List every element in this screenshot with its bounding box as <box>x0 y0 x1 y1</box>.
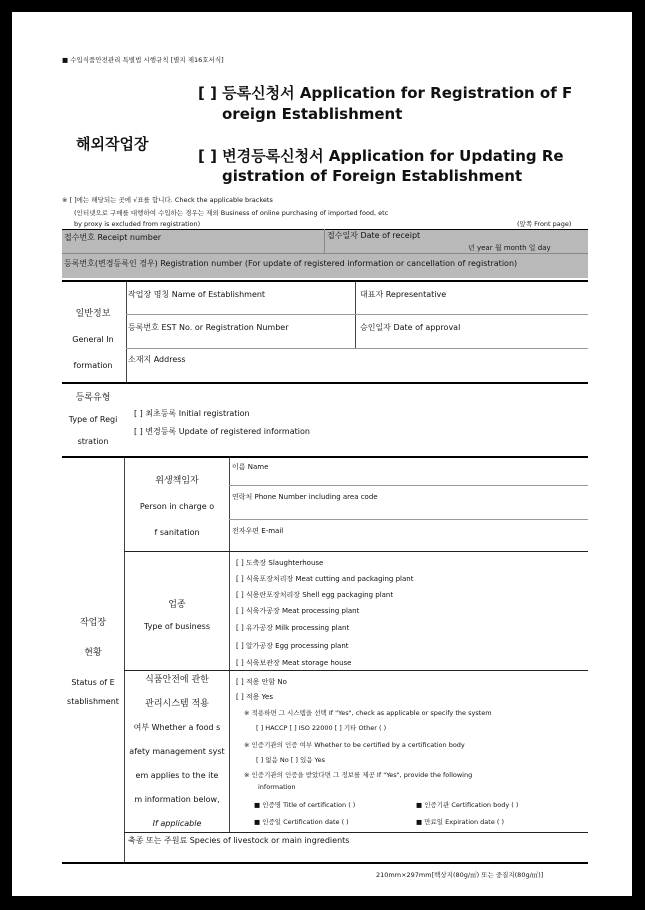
representative-field[interactable]: 대표자 Representative <box>360 290 447 299</box>
sanitation-name-field[interactable]: 이름 Name <box>232 463 269 471</box>
cert-date-field[interactable]: ■ 인증일 Certification date ( ) <box>254 818 349 826</box>
cert-answer-checkboxes[interactable]: [ ] 없음 No [ ] 있음 Yes <box>256 756 326 764</box>
cert-info-note-cont: information <box>258 783 296 791</box>
sanitation-email-field[interactable]: 전자우편 E-mail <box>232 527 284 535</box>
system-checkboxes[interactable]: [ ] HACCP [ ] ISO 22000 [ ] 기타 Other ( ) <box>256 724 387 732</box>
status-section-label: 작업장 현황 Status of E stablishment <box>67 618 119 706</box>
approval-date-field[interactable]: 승인일자 Date of approval <box>360 323 461 332</box>
front-page-label: (앞쪽 Front page) <box>517 220 572 228</box>
cert-info-note: ※ 인증기관의 인증을 받았다면 그 정보를 제공 If "Yes", provide the following <box>244 771 473 779</box>
cert-question: ※ 인증기관의 인증 여부 Whether to be certified by a certification body <box>244 741 465 749</box>
est-number-field[interactable]: 등록번호 EST No. or Registration Number <box>128 323 289 332</box>
business-meat-processing-checkbox[interactable]: [ ] 식육가공장 Meat processing plant <box>236 607 360 615</box>
business-meat-storage-checkbox[interactable]: [ ] 식육보관장 Meat storage house <box>236 659 352 667</box>
business-slaughterhouse-checkbox[interactable]: [ ] 도축장 Slaughterhouse <box>236 559 324 567</box>
receipt-date-label: 접수일자 Date of receipt <box>327 231 421 240</box>
application-form <box>12 12 632 896</box>
title-update-line1: [ ] 변경등록신청서 Application for Updating Re <box>198 147 564 165</box>
title-registration-line1: [ ] 등록신청서 Application for Registration of F <box>198 84 573 102</box>
business-egg-processing-checkbox[interactable]: [ ] 알가공장 Egg processing plant <box>236 642 349 650</box>
receipt-date-format: 년 year 월 month 일 day <box>468 244 551 252</box>
receipt-number-label: 접수번호 Receipt number <box>64 233 162 242</box>
address-field[interactable]: 소재지 Address <box>128 355 186 364</box>
title-registration-line2: oreign Establishment <box>222 105 403 123</box>
business-milk-processing-checkbox[interactable]: [ ] 유가공장 Milk processing plant <box>236 624 350 632</box>
safety-not-applied-checkbox[interactable]: [ ] 적용 안함 No <box>236 678 287 686</box>
general-section-label: 일반정보 General In formation <box>72 309 114 370</box>
left-title: 해외작업장 <box>76 135 149 153</box>
safety-applied-checkbox[interactable]: [ ] 적용 Yes <box>236 693 273 701</box>
food-safety-label: 식품안전에 관한 관리시스템 적용 여부 Whether a food s afety management syst em applies to the ite m information below, If applicable <box>129 675 225 828</box>
species-field[interactable]: 축종 또는 주원료 Species of livestock or main ingredients <box>128 836 350 845</box>
cert-body-field[interactable]: ■ 인증기관 Certification body ( ) <box>416 801 519 809</box>
update-registration-checkbox[interactable]: [ ] 변경등록 Update of registered information <box>134 427 310 436</box>
establishment-name-field[interactable]: 작업장 명칭 Name of Establishment <box>128 290 266 299</box>
sanitation-phone-field[interactable]: 연락처 Phone Number including area code <box>232 493 378 501</box>
initial-registration-checkbox[interactable]: [ ] 최초등록 Initial registration <box>134 409 250 418</box>
business-meat-cutting-checkbox[interactable]: [ ] 식육포장처리장 Meat cutting and packaging plant <box>236 575 414 583</box>
registration-type-label: 등록유형 Type of Regi stration <box>68 393 118 446</box>
note-online-proxy-cont: by proxy is excluded from registration) <box>74 220 201 228</box>
system-note: ※ 적용하면 그 시스템을 선택 If "Yes", check as applicable or specify the system <box>244 709 492 717</box>
registration-number-label: 등록번호(변경등록인 경우) Registration number (For update of registered information or cancellation of registration) <box>64 259 518 268</box>
business-shell-egg-checkbox[interactable]: [ ] 식용란포장처리장 Shell egg packaging plant <box>236 591 394 599</box>
note-online-proxy: (인터넷으로 구매를 대행하여 수입하는 경우는 제외 Business of online purchasing of imported food, etc <box>74 209 389 217</box>
note-checkbox: ※ [ ]에는 해당되는 곳에 √표를 합니다. Check the applicable brackets <box>62 196 273 204</box>
business-type-label: 업종 Type of business <box>143 600 211 631</box>
regulation-reference: ■ 수입식품안전관리 특별법 시행규칙 [별지 제16호서식] <box>62 56 224 64</box>
expiry-date-field[interactable]: ■ 만료일 Expiration date ( ) <box>416 818 505 826</box>
cert-title-field[interactable]: ■ 인증명 Title of certification ( ) <box>254 801 356 809</box>
title-update-line2: gistration of Foreign Establishment <box>222 167 523 185</box>
paper-spec: 210mm×297mm[백상지(80g/㎡) 또는 중질지(80g/㎡)] <box>376 871 544 879</box>
sanitation-person-label: 위생책임자 Person in charge o f sanitation <box>139 476 215 537</box>
